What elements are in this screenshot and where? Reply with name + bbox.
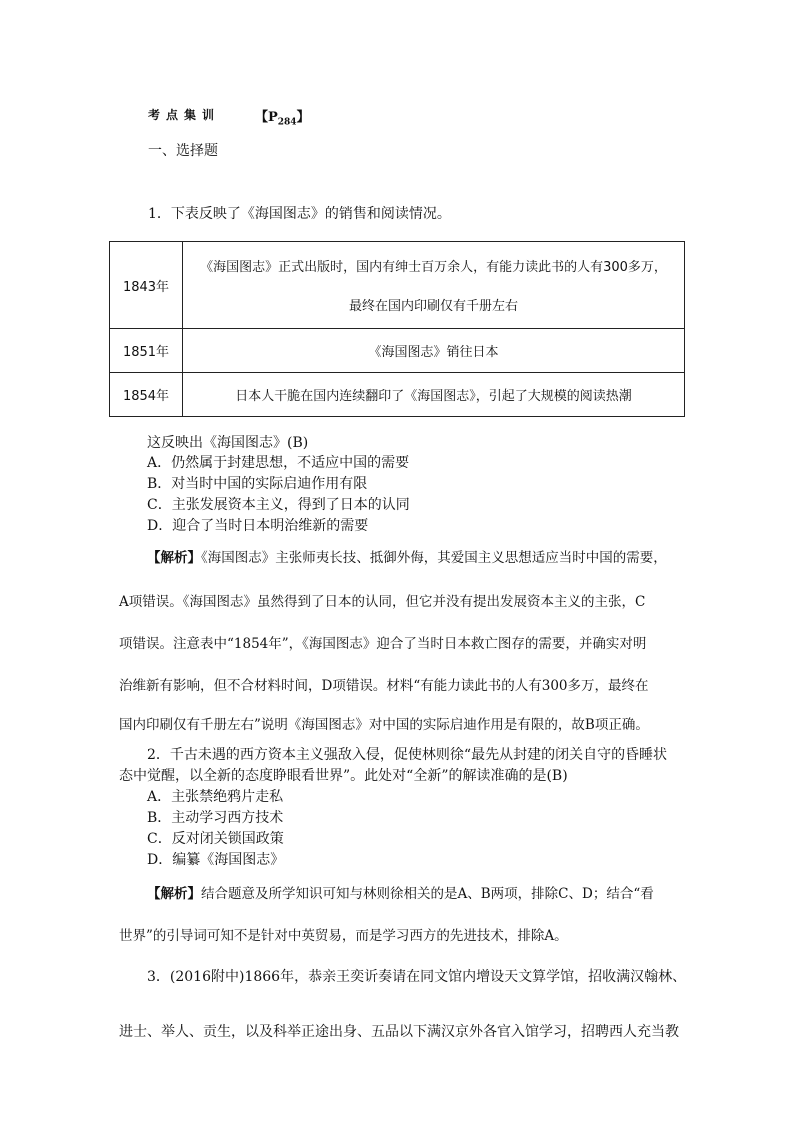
option-b: B．主动学习西方技术 <box>147 810 284 826</box>
analysis-1-line: A项错误。《海国图志》虽然得到了日本的认同，但它并没有提出发展资本主义的主张，C <box>119 594 646 610</box>
section-header-title: 考点集训 <box>148 108 221 122</box>
table-year-cell: 1854年 <box>110 373 183 417</box>
option-c: C．反对闭关锁国政策 <box>147 831 284 847</box>
table-year-cell: 1851年 <box>110 329 183 373</box>
table-text-cell: 《海国图志》正式出版时，国内有绅士百万余人，有能力读此书的人有300多万， 最终在国内印刷仅有千册左右 <box>183 242 685 329</box>
question-2-stem: 2．千古未遇的西方资本主义强敌入侵，促使林则徐“最先从封建的闭关自守的昏睡状 <box>147 747 668 763</box>
analysis-2-line: 【解析】结合题意及所学知识可知与林则徐相关的是A、B两项，排除C、D；结合“看 <box>147 886 654 902</box>
table-text-cell: 《海国图志》销往日本 <box>183 329 685 373</box>
analysis-1-line: 项错误。注意表中“1854年”，《海国图志》迎合了当时日本救亡图存的需要，并确实对明 <box>119 636 647 652</box>
option-a: A．主张禁绝鸦片走私 <box>147 789 284 805</box>
option-b: B．对当时中国的实际启迪作用有限 <box>147 476 368 492</box>
table-row <box>110 373 685 417</box>
question-1-stem: 1．下表反映了《海国图志》的销售和阅读情况。 <box>148 206 451 222</box>
analysis-1-line: 治维新有影响，但不合材料时间，D项错误。材料“有能力读此书的人有300多万，最终在 <box>119 678 649 694</box>
sales-table <box>109 241 685 417</box>
analysis-1-line: 国内印刷仅有千册左右”说明《海国图志》对中国的实际启迪作用是有限的，故B项正确。 <box>119 717 649 733</box>
question-2-stem: 态中觉醒，以全新的态度睁眼看世界”。此处对“全新”的解读准确的是(B) <box>119 768 568 784</box>
question-1-prompt: 这反映出《海国图志》(B) <box>147 435 309 451</box>
page-reference: 【$P_{284}$】 <box>255 110 310 128</box>
table-text-cell: 日本人干脆在国内连续翻印了《海国图志》，引起了大规模的阅读热潮 <box>183 373 685 417</box>
option-c: C．主张发展资本主义，得到了日本的认同 <box>147 497 410 513</box>
table-row <box>110 242 685 329</box>
option-d: D．迎合了当时日本明治维新的需要 <box>147 518 369 534</box>
table-row <box>110 329 685 373</box>
analysis-1-line: 【解析】《海国图志》主张师夷长技、抵御外侮，其爱国主义思想适应当时中国的需要， <box>147 550 667 566</box>
analysis-2-line: 世界”的引导词可知不是针对中英贸易，而是学习西方的先进技术，排除A。 <box>119 928 568 944</box>
question-3-stem: 进士、举人、贡生，以及科举正途出身、五品以下满汉京外各官入馆学习，招聘西人充当教 <box>119 1024 679 1040</box>
question-3-stem: 3．(2016附中)1866年，恭亲王奕䜣奏请在同文馆内增设天文算学馆，招收满汉翰林、 <box>147 969 687 985</box>
section-title: 一、选择题 <box>148 143 218 159</box>
table-year-cell: 1843年 <box>110 242 183 329</box>
option-a: A．仍然属于封建思想，不适应中国的需要 <box>147 455 410 471</box>
option-d: D．编纂《海国图志》 <box>147 852 285 868</box>
